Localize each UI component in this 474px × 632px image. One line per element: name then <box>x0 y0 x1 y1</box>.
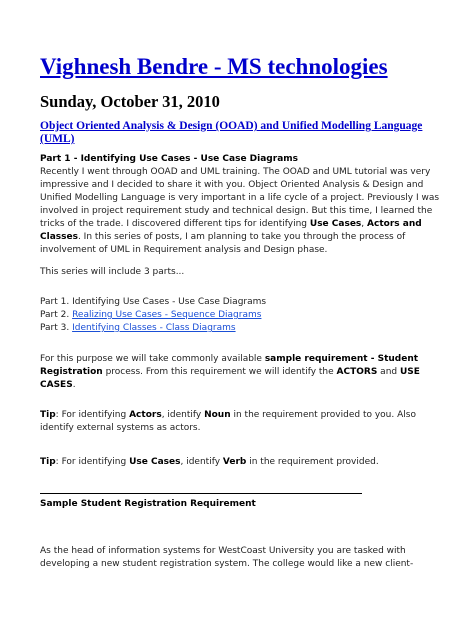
purpose-bold-sample: sample requirement - Student Registration <box>40 354 419 377</box>
tip-actors-text-1: : For identifying <box>55 410 130 420</box>
purpose-bold-actors: ACTORS <box>336 367 378 377</box>
tip-actors-text-3: in the requirement provided to you. Also identify external systems as actors. <box>40 410 416 433</box>
intro-text-2: , <box>361 219 368 229</box>
part-2-prefix: Part 2. <box>40 310 73 320</box>
purpose-text-2: process. From this requirement we will identify the <box>102 367 337 377</box>
tip-use-cases-label: Tip <box>40 457 56 467</box>
part-3-prefix: Part 3. <box>40 323 73 333</box>
post-date: Sunday, October 31, 2010 <box>40 92 220 111</box>
purpose-paragraph <box>40 353 450 392</box>
purpose-text-3: and <box>377 367 400 377</box>
part-3-item <box>40 322 450 335</box>
part-1-text: Part 1. Identifying Use Cases - Use Case Diagrams <box>40 297 267 307</box>
tip-use-cases-bold-use-cases: Use Cases <box>129 457 181 467</box>
part-2-item <box>40 309 450 322</box>
series-intro: This series will include 3 parts... <box>40 267 185 277</box>
tip-actors-label: Tip <box>40 410 56 420</box>
tip-actors-text-2: , identify <box>161 410 205 420</box>
tip-actors-bold-noun: Noun <box>204 410 231 420</box>
part-heading-text: Part 1 - Identifying Use Cases - Use Case Diagrams <box>40 154 298 164</box>
tip-use-cases <box>40 456 450 469</box>
purpose-bold-use-cases: USE CASES <box>40 367 420 390</box>
purpose-text-4: . <box>72 380 76 390</box>
intro-paragraph <box>40 166 450 257</box>
tip-use-cases-bold-verb: Verb <box>222 457 247 467</box>
intro-bold-actors-classes: Actors and Classes <box>40 219 422 242</box>
blog-title-link[interactable]: Vighnesh Bendre - MS technologies <box>40 54 388 79</box>
parts-list <box>40 296 450 335</box>
intro-bold-use-cases: Use Cases <box>309 219 362 229</box>
intro-text-3: . In this series of posts, I am planning to take you through the process of involvement of UML in Requirement analysis and Design phase. <box>40 232 406 255</box>
horizontal-rule <box>40 493 362 494</box>
tip-use-cases-text-2: , identify <box>180 457 223 467</box>
purpose-text-1: For this purpose we will take commonly available <box>40 354 265 364</box>
tip-actors-bold-actors: Actors <box>129 410 162 420</box>
post-title-link[interactable]: Object Oriented Analysis & Design (OOAD) and Unified Modelling Language (UML) <box>40 120 423 145</box>
intro-text-1: Recently I went through OOAD and UML training. The OOAD and UML tutorial was very impressive and I decided to share it with you. Object Oriented Analysis & Design and Unified Modelling Language is very important in a life cycle of a project. Previously I was involved in project requirement study and technical design. But this time, I learned the tricks of the trade. I discovered different tips for identifying <box>40 167 440 229</box>
part-3-link[interactable]: Identifying Classes - Class Diagrams <box>72 323 236 333</box>
part-2-link[interactable]: Realizing Use Cases - Sequence Diagrams <box>72 310 262 320</box>
requirement-paragraph: As the head of information systems for WestCoast University you are tasked with developing a new student registration system. The college would like a new client- <box>40 546 414 569</box>
tip-use-cases-text-3: in the requirement provided. <box>246 457 379 467</box>
tip-actors <box>40 409 450 435</box>
part-heading <box>40 153 450 166</box>
tip-use-cases-text-1: : For identifying <box>55 457 130 467</box>
sample-requirement-heading: Sample Student Registration Requirement <box>40 499 256 509</box>
part-1-item <box>40 296 450 309</box>
